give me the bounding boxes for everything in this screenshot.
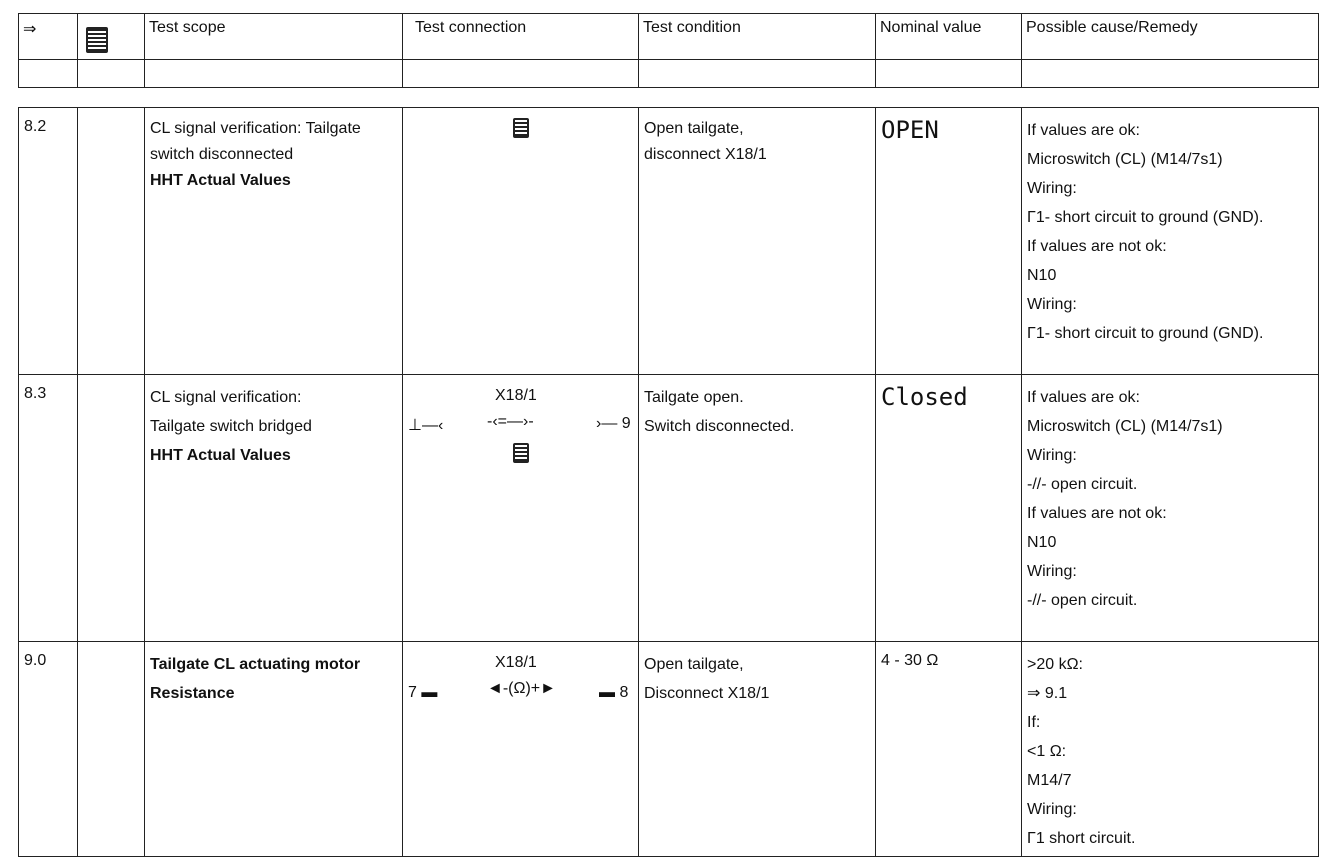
blank-cell bbox=[78, 375, 145, 642]
header-test-connection: Test connection bbox=[403, 14, 639, 60]
pin-symbol: ›— 9 bbox=[596, 415, 631, 432]
bridge-symbol: -‹=—›- bbox=[487, 413, 534, 430]
blank-cell bbox=[78, 108, 145, 375]
possible-cause-cell: If values are ok: Microswitch (CL) (M14/7s1) Wiring: Γ1- short circuit to ground (GND). If values are not ok: N10 Wiring: Γ1- short circuit to ground (GND). bbox=[1022, 108, 1319, 375]
ground-symbol: ⊥—‹ bbox=[408, 417, 444, 434]
step-number: 9.0 bbox=[19, 642, 78, 857]
test-steps-table bbox=[18, 107, 1319, 857]
step-number: 8.3 bbox=[19, 375, 78, 642]
blank-cell bbox=[78, 642, 145, 857]
header-blank-cell bbox=[403, 60, 639, 88]
table-row bbox=[19, 642, 1319, 857]
header-blank-cell bbox=[145, 60, 403, 88]
test-connection-cell bbox=[403, 642, 639, 857]
header-test-scope: Test scope bbox=[145, 14, 403, 60]
test-scope-cell: CL signal verification: Tailgate switch disconnected HHT Actual Values bbox=[145, 108, 403, 375]
header-blank-cell bbox=[78, 60, 145, 88]
hht-icon bbox=[513, 443, 529, 463]
header-blank-cell bbox=[1022, 60, 1319, 88]
test-connection-cell bbox=[403, 375, 639, 642]
header-blank-cell bbox=[639, 60, 876, 88]
nominal-value-cell: 4 - 30 Ω bbox=[876, 642, 1022, 857]
header-table bbox=[18, 13, 1319, 88]
pin-7-symbol: 7 ▬ bbox=[408, 684, 438, 701]
connector-label: X18/1 bbox=[495, 387, 537, 404]
hht-icon bbox=[513, 118, 529, 138]
test-condition-cell: Open tailgate, disconnect X18/1 bbox=[639, 108, 876, 375]
test-scope-cell: CL signal verification: Tailgate switch bridged HHT Actual Values bbox=[145, 375, 403, 642]
header-nominal-value: Nominal value bbox=[876, 14, 1022, 60]
step-number: 8.2 bbox=[19, 108, 78, 375]
pin-8-symbol: ▬ 8 bbox=[599, 684, 629, 701]
possible-cause-cell: >20 kΩ: ⇒ 9.1 If: <1 Ω: M14/7 Wiring: Γ1 short circuit. bbox=[1022, 642, 1319, 857]
test-connection-cell bbox=[403, 108, 639, 375]
header-blank-cell bbox=[876, 60, 1022, 88]
nominal-value-cell: OPEN bbox=[876, 108, 1022, 375]
ohmmeter-symbol: ◄-(Ω)+► bbox=[487, 680, 556, 697]
table-row bbox=[19, 375, 1319, 642]
test-scope-cell: Tailgate CL actuating motor Resistance bbox=[145, 642, 403, 857]
header-possible-cause: Possible cause/Remedy bbox=[1022, 14, 1319, 60]
connector-label: X18/1 bbox=[495, 654, 537, 671]
possible-cause-cell: If values are ok: Microswitch (CL) (M14/7s1) Wiring: -//- open circuit. If values are not ok: N10 Wiring: -//- open circuit. bbox=[1022, 375, 1319, 642]
header-test-condition: Test condition bbox=[639, 14, 876, 60]
test-condition-cell: Open tailgate, Disconnect X18/1 bbox=[639, 642, 876, 857]
header-arrow: ⇒ bbox=[19, 14, 78, 60]
header-blank-cell bbox=[19, 60, 78, 88]
hht-icon bbox=[86, 27, 108, 53]
table-row bbox=[19, 108, 1319, 375]
header-hht-icon bbox=[78, 14, 145, 60]
test-condition-cell: Tailgate open. Switch disconnected. bbox=[639, 375, 876, 642]
nominal-value-cell: Closed bbox=[876, 375, 1022, 642]
